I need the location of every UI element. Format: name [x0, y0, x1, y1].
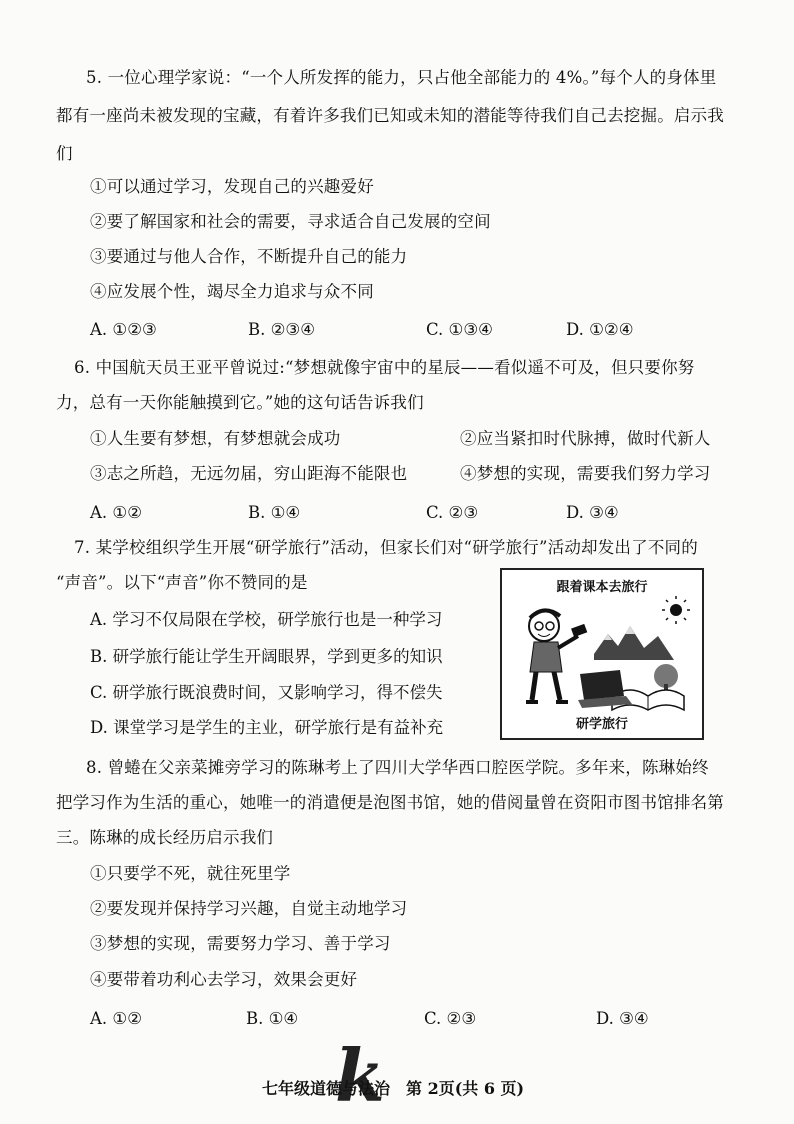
q8-statement-1: ①只要学不死，就往死里学 — [90, 864, 291, 883]
q8-option-a[interactable]: A. ①② — [90, 1009, 142, 1028]
q5-statement-4: ④应发展个性，竭尽全力追求与众不同 — [90, 282, 374, 301]
q7-option-d[interactable]: D. 课堂学习是学生的主业，研学旅行是有益补充 — [90, 718, 444, 737]
study-travel-illustration — [500, 568, 704, 740]
q5-stem-line2: 都有一座尚未被发现的宝藏，有着许多我们已知或未知的潜能等待我们自己去挖掘。启示我 — [56, 106, 724, 125]
q8-stem-line3: 三。陈琳的成长经历启示我们 — [56, 828, 274, 847]
q6-statement-4: ④梦想的实现，需要我们努力学习 — [460, 464, 711, 483]
q5-statement-2: ②要了解国家和社会的需要，寻求适合自己发展的空间 — [90, 212, 491, 231]
q5-stem-line3: 们 — [56, 144, 73, 163]
q8-statement-2: ②要发现并保持学习兴趣，自觉主动地学习 — [90, 899, 408, 918]
q7-stem-line2: “声音”。以下“声音”你不赞同的是 — [56, 573, 308, 592]
watermark-logo: k — [335, 1033, 385, 1118]
q8-option-c[interactable]: C. ②③ — [424, 1009, 477, 1028]
cartoon-student-drawing — [508, 596, 698, 714]
q5-option-b[interactable]: B. ②③④ — [248, 320, 315, 339]
q5-statement-1: ①可以通过学习，发现自己的兴趣爱好 — [90, 177, 374, 196]
q6-option-b[interactable]: B. ①④ — [248, 503, 301, 522]
q6-option-c[interactable]: C. ②③ — [426, 503, 479, 522]
q7-option-a[interactable]: A. 学习不仅局限在学校，研学旅行也是一种学习 — [90, 610, 443, 629]
q6-statement-1: ①人生要有梦想，有梦想就会成功 — [90, 429, 341, 448]
q8-option-b[interactable]: B. ①④ — [246, 1009, 299, 1028]
q5-option-d[interactable]: D. ①②④ — [566, 320, 634, 339]
q6-option-a[interactable]: A. ①② — [90, 503, 142, 522]
q8-statement-3: ③梦想的实现，需要努力学习、善于学习 — [90, 934, 391, 953]
q5-option-a[interactable]: A. ①②③ — [90, 320, 157, 339]
q7-option-c[interactable]: C. 研学旅行既浪费时间，又影响学习，得不偿失 — [90, 683, 443, 702]
page-footer: 七年级道德与法治 第 2页(共 6 页) — [262, 1079, 525, 1098]
q8-statement-4: ④要带着功利心去学习，效果会更好 — [90, 970, 358, 989]
q6-stem-line2: 力，总有一天你能触摸到它。”她的这句话告诉我们 — [56, 393, 424, 412]
q6-statement-3: ③志之所趋，无远勿届，穷山距海不能限也 — [90, 464, 408, 483]
q5-option-c[interactable]: C. ①③④ — [426, 320, 493, 339]
q8-stem-line1: 8. 曾蜷在父亲菜摊旁学习的陈琳考上了四川大学华西口腔医学院。多年来，陈琳始终 — [86, 758, 709, 777]
q5-stem-line1: 5. 一位心理学家说：“一个人所发挥的能力，只占他全部能力的 4%。”每个人的身体里 — [86, 68, 717, 87]
q6-option-d[interactable]: D. ③④ — [566, 503, 619, 522]
illustration-title: 跟着课本去旅行 — [556, 580, 648, 595]
q7-stem-line1: 7. 某学校组织学生开展“研学旅行”活动，但家长们对“研学旅行”活动却发出了不同的 — [74, 538, 698, 557]
q5-statement-3: ③要通过与他人合作，不断提升自己的能力 — [90, 247, 408, 266]
q6-stem-line1: 6. 中国航天员王亚平曾说过:“梦想就像宇宙中的星辰——看似遥不可及，但只要你努 — [74, 358, 695, 377]
q8-option-d[interactable]: D. ③④ — [596, 1009, 649, 1028]
q8-stem-line2: 把学习作为生活的重心，她唯一的消遣便是泡图书馆，她的借阅量曾在资阳市图书馆排名第 — [56, 793, 724, 812]
q7-option-b[interactable]: B. 研学旅行能让学生开阔眼界，学到更多的知识 — [90, 647, 443, 666]
q6-statement-2: ②应当紧扣时代脉搏，做时代新人 — [460, 429, 711, 448]
illustration-caption: 研学旅行 — [575, 717, 628, 732]
